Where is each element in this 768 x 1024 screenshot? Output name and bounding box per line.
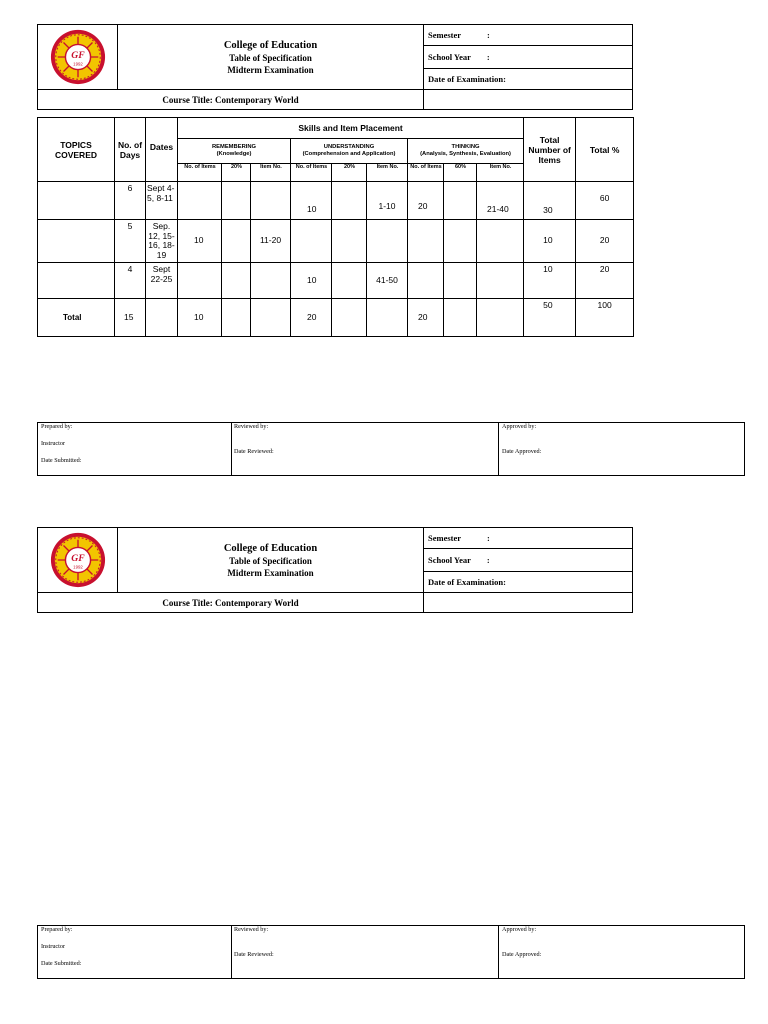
- total-pct-cell: 60: [576, 182, 634, 220]
- reviewed-section: [231, 423, 499, 475]
- total-thi-items: 20: [408, 299, 444, 337]
- table-title: Table of Specification: [229, 52, 312, 63]
- logo-cell: [38, 25, 118, 90]
- svg-text:GF: GF: [70, 552, 85, 564]
- table-row: [38, 182, 634, 220]
- course-title: Course Title: Contemporary World: [38, 90, 424, 110]
- prepared-section: [38, 423, 231, 475]
- rem-itemno-cell: [251, 263, 291, 299]
- rem-items-cell: 10: [178, 220, 222, 263]
- approved-by-label: Approved by:: [502, 423, 537, 430]
- date-approved-label: Date Approved:: [502, 448, 542, 455]
- college-seal-logo: [49, 28, 107, 86]
- und-itemno-cell: [367, 220, 408, 263]
- rem-pct-cell: [222, 182, 251, 220]
- header-thinking: [408, 139, 524, 164]
- svg-text:1992: 1992: [72, 61, 83, 67]
- course-blank-cell: [424, 90, 633, 110]
- total-items-grand: 50: [524, 299, 576, 337]
- total-days: 15: [115, 299, 146, 337]
- header-no-of-days: No. of Days: [115, 118, 146, 182]
- date-submitted-label: Date Submitted:: [41, 457, 82, 464]
- total-pct-cell: 20: [576, 220, 634, 263]
- rem-items-cell: [178, 182, 222, 220]
- thi-item-no-header: Item No.: [477, 164, 524, 182]
- logo-cell: [38, 528, 118, 593]
- school-year-field: [424, 45, 633, 68]
- thi-items-cell: [408, 263, 444, 299]
- approved-by-label: Approved by:: [502, 926, 537, 933]
- header-title-block: [118, 528, 424, 593]
- und-itemno-cell: 41-50: [367, 263, 408, 299]
- und-items-cell: 10: [291, 182, 332, 220]
- header-topics-covered: TOPICS COVERED: [38, 118, 115, 182]
- total-label: Total: [38, 299, 115, 337]
- total-dates: [146, 299, 178, 337]
- college-name: College of Education: [223, 39, 318, 51]
- school-year-colon: :: [486, 554, 490, 565]
- days-cell: 5: [115, 220, 146, 263]
- thi-items-cell: 20: [408, 182, 444, 220]
- rem-itemno-cell: 11-20: [251, 220, 291, 263]
- date-submitted-label: Date Submitted:: [41, 960, 82, 967]
- total-und-items: 20: [291, 299, 332, 337]
- exam-title: Midterm Examination: [227, 567, 314, 578]
- total-rem-itemno: [251, 299, 291, 337]
- signature-block-2: [37, 925, 745, 979]
- und-item-no-header: Item No.: [367, 164, 408, 182]
- total-items-cell: 10: [524, 220, 576, 263]
- thi-pct-cell: [444, 220, 477, 263]
- total-und-pct: [332, 299, 367, 337]
- dates-cell: Sept 4-5, 8-11: [146, 182, 178, 220]
- college-seal-logo: [49, 531, 107, 589]
- und-pct-cell: [332, 263, 367, 299]
- prepared-section: [38, 926, 231, 978]
- approved-section: [498, 423, 744, 475]
- thi-pct-cell: [444, 263, 477, 299]
- und-pct-cell: [332, 182, 367, 220]
- rem-no-items-header: No. of Items: [178, 164, 222, 182]
- table-row: [38, 220, 634, 263]
- topic-cell: [38, 182, 115, 220]
- understanding-label: UNDERSTANDING: [323, 144, 375, 150]
- semester-colon: :: [487, 532, 490, 543]
- date-of-exam-field: Date of Examination:: [424, 69, 633, 90]
- header-skills: Skills and Item Placement: [178, 118, 524, 139]
- table-title: Table of Specification: [229, 555, 312, 566]
- thinking-sub: (Analysis, Synthesis, Evaluation): [420, 151, 511, 157]
- total-items-cell: 10: [524, 263, 576, 299]
- semester-colon: :: [487, 29, 490, 40]
- total-row: [38, 299, 634, 337]
- prepared-by-label: Prepared by:: [41, 423, 73, 430]
- total-pct-grand: 100: [576, 299, 634, 337]
- school-year-label: School Year: [428, 51, 471, 62]
- rem-itemno-cell: [251, 182, 291, 220]
- college-name: College of Education: [223, 542, 318, 554]
- header-table: [37, 24, 633, 110]
- understanding-sub: (Comprehension and Application): [302, 151, 396, 157]
- total-pct-cell: 20: [576, 263, 634, 299]
- reviewed-by-label: Reviewed by:: [234, 926, 269, 933]
- thi-items-cell: [408, 220, 444, 263]
- und-items-cell: 10: [291, 263, 332, 299]
- topic-cell: [38, 220, 115, 263]
- remembering-label: REMEMBERING: [211, 144, 257, 150]
- days-cell: 6: [115, 182, 146, 220]
- thinking-label: THINKING: [451, 144, 480, 150]
- total-thi-pct: [444, 299, 477, 337]
- thi-itemno-cell: [477, 220, 524, 263]
- rem-items-cell: [178, 263, 222, 299]
- total-rem-items: 10: [178, 299, 222, 337]
- thi-pct-cell: [444, 182, 477, 220]
- total-thi-itemno: [477, 299, 524, 337]
- date-of-exam-field: Date of Examination:: [424, 572, 633, 593]
- header-total-items: Total Number of Items: [524, 118, 576, 182]
- thi-pct-header: 60%: [444, 164, 477, 182]
- semester-field: [424, 528, 633, 549]
- header-dates: Dates: [146, 118, 178, 182]
- header-title-block: [118, 25, 424, 90]
- table-row: [38, 263, 634, 299]
- dates-cell: Sept 22-25: [146, 263, 178, 299]
- und-pct-cell: [332, 220, 367, 263]
- rem-item-no-header: Item No.: [251, 164, 291, 182]
- und-pct-header: 20%: [332, 164, 367, 182]
- und-itemno-cell: 1-10: [367, 182, 408, 220]
- tos-table: [37, 117, 634, 337]
- date-reviewed-label: Date Reviewed:: [234, 448, 274, 455]
- reviewed-by-label: Reviewed by:: [234, 423, 269, 430]
- und-no-items-header: No. of Items: [291, 164, 332, 182]
- thi-itemno-cell: [477, 263, 524, 299]
- header-understanding: [291, 139, 408, 164]
- thi-no-items-header: No. of Items: [408, 164, 444, 182]
- school-year-field: [424, 548, 633, 571]
- semester-label: Semester: [428, 29, 461, 40]
- und-items-cell: [291, 220, 332, 263]
- reviewed-section: [231, 926, 499, 978]
- prepared-by-label: Prepared by:: [41, 926, 73, 933]
- rem-pct-header: 20%: [222, 164, 251, 182]
- exam-title: Midterm Examination: [227, 64, 314, 75]
- total-und-itemno: [367, 299, 408, 337]
- course-blank-cell: [424, 593, 633, 613]
- date-approved-label: Date Approved:: [502, 951, 542, 958]
- total-items-cell: 30: [524, 182, 576, 220]
- rem-pct-cell: [222, 220, 251, 263]
- header-remembering: [178, 139, 291, 164]
- svg-text:GF: GF: [70, 49, 85, 61]
- semester-label: Semester: [428, 532, 461, 543]
- remembering-sub: (Knowledge): [216, 151, 252, 157]
- semester-field: [424, 25, 633, 46]
- instructor-label: Instructor: [41, 440, 66, 447]
- days-cell: 4: [115, 263, 146, 299]
- school-year-label: School Year: [428, 554, 471, 565]
- total-rem-pct: [222, 299, 251, 337]
- topic-cell: [38, 263, 115, 299]
- course-title: Course Title: Contemporary World: [38, 593, 424, 613]
- signature-block: [37, 422, 745, 476]
- thi-itemno-cell: 21-40: [477, 182, 524, 220]
- instructor-label: Instructor: [41, 943, 66, 950]
- approved-section: [498, 926, 744, 978]
- date-reviewed-label: Date Reviewed:: [234, 951, 274, 958]
- header-total-percent: Total %: [576, 118, 634, 182]
- dates-cell: Sep. 12, 15-16, 18-19: [146, 220, 178, 263]
- svg-text:1992: 1992: [72, 564, 83, 570]
- rem-pct-cell: [222, 263, 251, 299]
- school-year-colon: :: [486, 51, 490, 62]
- header-table-2: [37, 527, 633, 613]
